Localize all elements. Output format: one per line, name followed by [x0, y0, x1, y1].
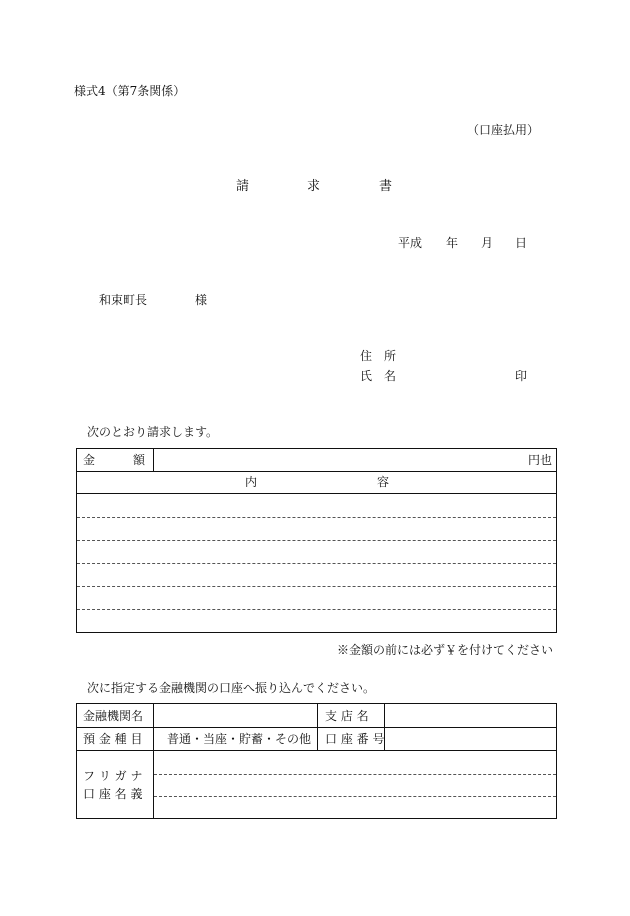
content-line-1 [77, 517, 556, 518]
amount-unit: 円也 [527, 453, 552, 467]
content-line-4 [77, 586, 556, 587]
name-label: 氏 名 [360, 369, 397, 383]
bank-table [76, 703, 557, 819]
seal-mark: 印 [515, 369, 528, 383]
address-label: 住 所 [360, 349, 397, 363]
addressee-honorific: 様 [195, 293, 208, 307]
addressee-name: 和束町長 [99, 293, 148, 307]
date-year: 年 [446, 236, 459, 250]
request-text: 次のとおり請求します。 [87, 425, 219, 439]
branch-label: 支 店 名 [325, 709, 369, 723]
title-char-1: 請 [236, 179, 250, 194]
furigana-line [154, 774, 556, 775]
account-name-label: 口 座 名 義 [83, 787, 143, 801]
date-day: 日 [515, 236, 528, 250]
account-number-label: 口 座 番 号 [325, 732, 385, 746]
content-label-char-2: 容 [377, 475, 390, 489]
content-label-char-1: 内 [245, 475, 258, 489]
date-month: 月 [481, 236, 494, 250]
account-name-line [154, 796, 556, 797]
claim-table [76, 448, 557, 633]
form-number: 様式4（第7条関係） [74, 84, 186, 98]
furigana-label: フ リ ガ ナ [83, 769, 143, 783]
content-line-3 [77, 563, 556, 564]
institution-label: 金融機関名 [83, 709, 144, 723]
deposit-type-options: 普通・当座・貯蓄・その他 [167, 732, 312, 746]
title-char-2: 求 [307, 179, 321, 194]
title-char-3: 書 [379, 179, 393, 194]
transfer-text: 次に指定する金融機関の口座へ振り込んでください。 [87, 681, 376, 695]
notice-text: ※金額の前には必ず￥を付けてください [337, 643, 554, 657]
usage-label: （口座払用） [467, 123, 540, 137]
amount-label-char-2: 額 [133, 453, 146, 467]
content-line-5 [77, 609, 556, 610]
date-era: 平成 [398, 236, 423, 250]
amount-label-char-1: 金 [83, 453, 96, 467]
deposit-type-label: 預 金 種 目 [83, 732, 143, 746]
content-line-2 [77, 540, 556, 541]
